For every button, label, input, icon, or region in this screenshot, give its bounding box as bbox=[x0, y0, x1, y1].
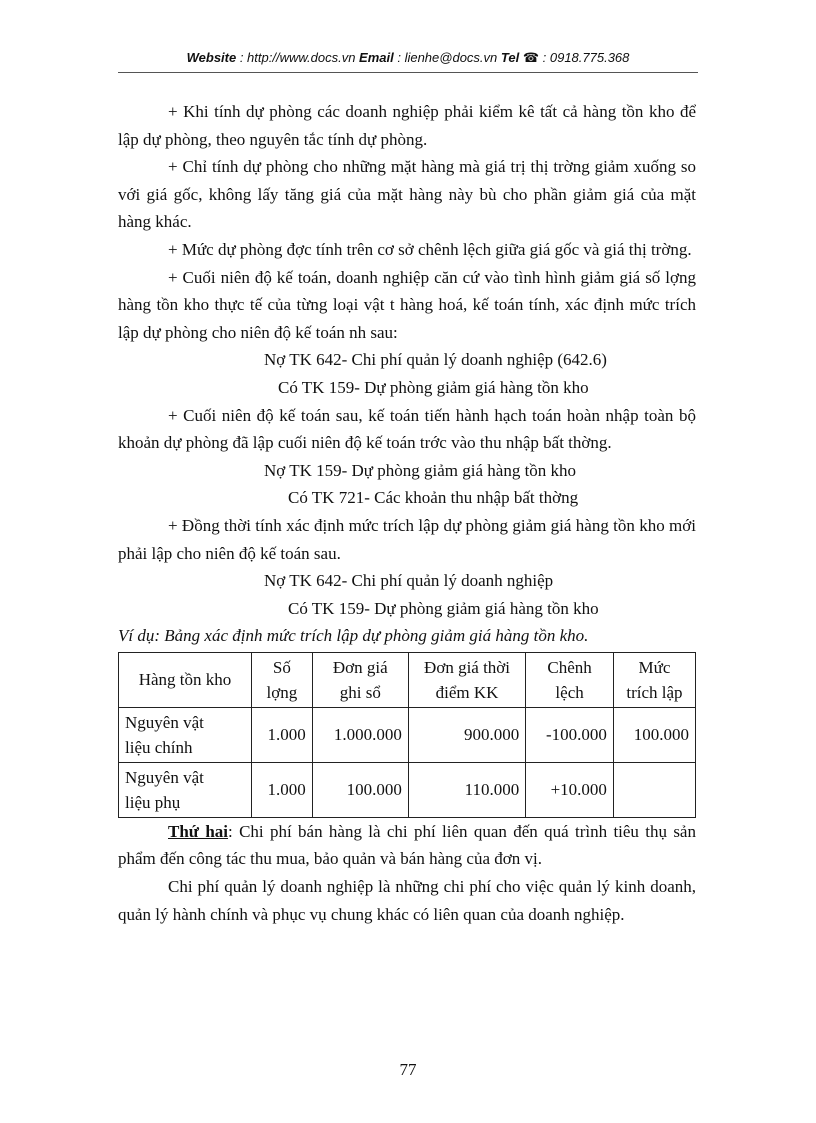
cell-book-price: 100.000 bbox=[312, 762, 408, 817]
paragraph-2: + Chỉ tính dự phòng cho những mặt hàng mà giá trị thị trờng giảm xuống so với giá gốc, không lấy tăng giá của mặt hàng này bù cho phần giảm giá của mặt hàng khác. bbox=[118, 157, 696, 232]
page-number: 77 bbox=[399, 1060, 417, 1079]
col-header-market-price: Đơn giá thời điểm KK bbox=[408, 652, 525, 707]
table-row bbox=[119, 707, 696, 762]
cell-market-price: 900.000 bbox=[408, 707, 525, 762]
tel-value: : 0918.775.368 bbox=[539, 50, 630, 65]
cell-quantity: 1.000 bbox=[252, 707, 313, 762]
page-header bbox=[118, 50, 698, 66]
paragraph-6: + Đồng thời tính xác định mức trích lập dự phòng giảm giá hàng tồn kho mới phải lập cho niên độ kế toán sau. bbox=[118, 515, 696, 563]
paragraph-8: Chi phí quản lý doanh nghiệp là những chi phí cho việc quản lý kinh doanh, quản lý hành chính và phục vụ chung khác có liên quan của doanh nghiệp. bbox=[118, 877, 696, 924]
cell-item: Nguyên vật liệu chính bbox=[119, 707, 252, 762]
email-value: : lienhe@docs.vn bbox=[393, 50, 501, 65]
entry-3-debit: Nợ TK 642- Chi phí quản lý doanh nghiệp bbox=[264, 571, 554, 591]
provision-table bbox=[118, 652, 696, 818]
website-value: : http://www.docs.vn bbox=[236, 50, 360, 65]
cell-book-price: 1.000.000 bbox=[312, 707, 408, 762]
tel-label: Tel bbox=[500, 50, 520, 65]
entry-1-debit: Nợ TK 642- Chi phí quản lý doanh nghiệp (642.6) bbox=[264, 350, 607, 370]
example-caption: Ví dụ: Bảng xác định mức trích lập dự phòng giảm giá hàng tồn kho. bbox=[118, 626, 589, 646]
email-label: Email bbox=[359, 50, 394, 65]
cell-provision: 100.000 bbox=[613, 707, 695, 762]
phone-icon: ☎ bbox=[522, 50, 540, 65]
cell-provision bbox=[613, 762, 695, 817]
cell-difference: -100.000 bbox=[526, 707, 614, 762]
col-header-book-price: Đơn giá ghi sổ bbox=[312, 652, 408, 707]
paragraph-7-text: : Chi phí bán hàng là chi phí liên quan đến quá trình tiêu thụ sản phẩm đến công tác thu mua, bảo quản và bán hàng của đơn vị. bbox=[118, 821, 696, 869]
paragraph-3: + Mức dự phòng đợc tính trên cơ sở chênh lệch giữa giá gốc và giá thị trờng. bbox=[168, 239, 692, 259]
document-body bbox=[118, 98, 696, 928]
entry-2-debit: Nợ TK 159- Dự phòng giảm giá hàng tồn kho bbox=[264, 460, 577, 480]
section-label: Thứ hai bbox=[168, 821, 229, 841]
website-label: Website bbox=[186, 50, 237, 65]
paragraph-1: + Khi tính dự phòng các doanh nghiệp phải kiểm kê tất cả hàng tồn kho để lập dự phòng, theo nguyên tắc tính dự phòng. bbox=[118, 102, 696, 149]
cell-quantity: 1.000 bbox=[252, 762, 313, 817]
table-header-row bbox=[119, 652, 696, 707]
table-row bbox=[119, 762, 696, 817]
paragraph-7 bbox=[118, 818, 696, 873]
col-header-provision: Mức trích lập bbox=[613, 652, 695, 707]
entry-1-credit: Có TK 159- Dự phòng giảm giá hàng tồn kho bbox=[278, 377, 589, 397]
paragraph-4: + Cuối niên độ kế toán, doanh nghiệp căn cứ vào tình hình giảm giá số lợng hàng tồn kho thực tế của từng loại vật t hàng hoá, kế toán tính, xác định mức trích lập dự phòng cho niên độ kế toán nh sau: bbox=[118, 267, 696, 342]
col-header-item: Hàng tồn kho bbox=[119, 652, 252, 707]
header-divider bbox=[118, 72, 698, 73]
cell-item: Nguyên vật liệu phụ bbox=[119, 762, 252, 817]
col-header-quantity: Số lợng bbox=[252, 652, 313, 707]
entry-3-credit: Có TK 159- Dự phòng giảm giá hàng tồn kho bbox=[288, 598, 599, 618]
cell-difference: +10.000 bbox=[526, 762, 614, 817]
col-header-difference: Chênh lệch bbox=[526, 652, 614, 707]
cell-market-price: 110.000 bbox=[408, 762, 525, 817]
paragraph-5: + Cuối niên độ kế toán sau, kế toán tiến hành hạch toán hoàn nhập toàn bộ khoản dự phòng đã lập cuối niên độ kế toán trớc vào thu nhập bất thờng. bbox=[118, 405, 696, 453]
entry-2-credit: Có TK 721- Các khoản thu nhập bất thờng bbox=[288, 488, 579, 508]
